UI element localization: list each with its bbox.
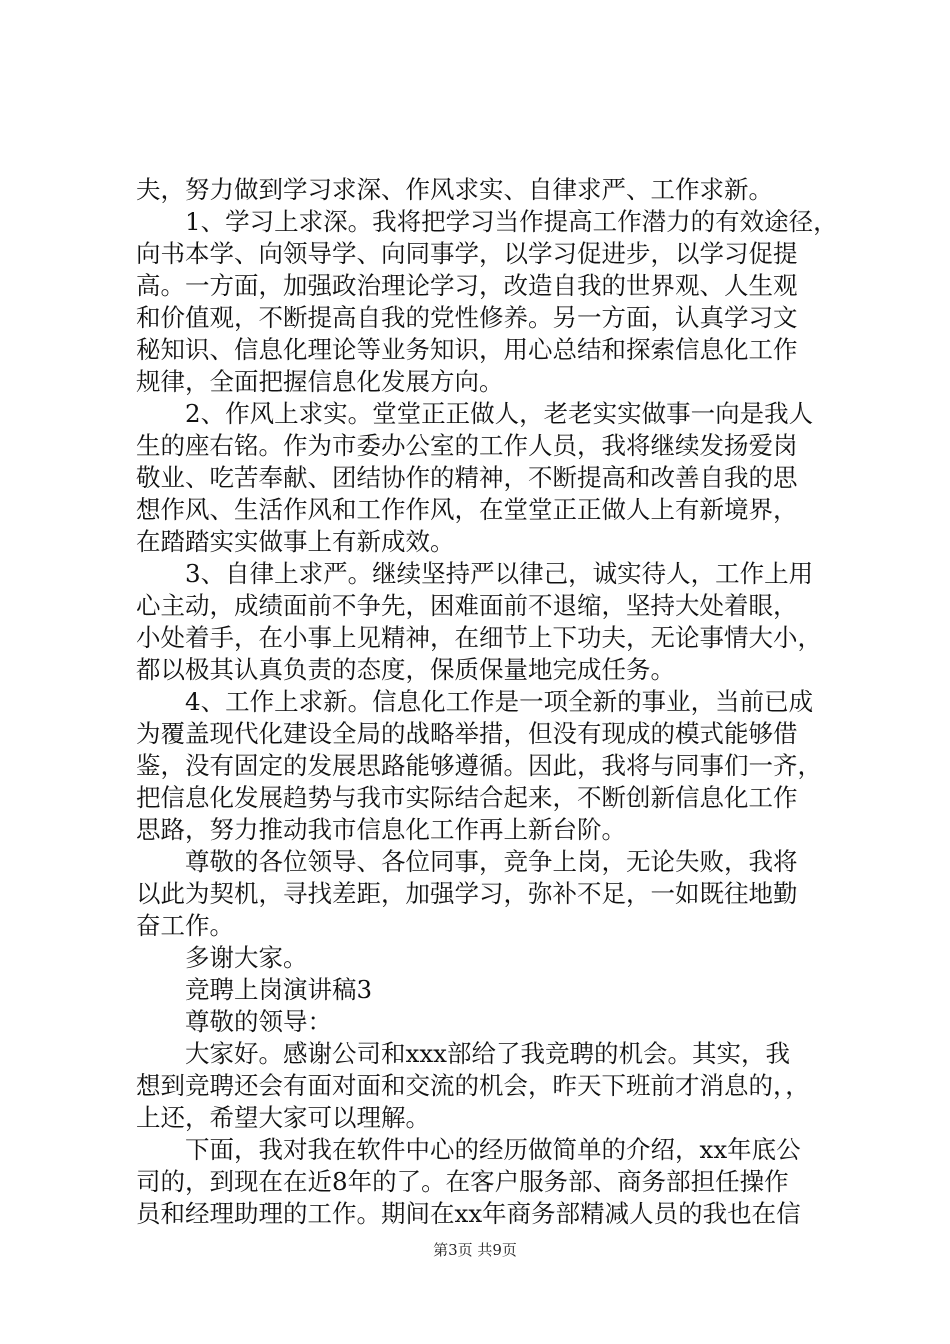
text-line: 鉴，没有固定的发展思路能够遵循。因此，我将与同事们一齐， — [136, 751, 822, 780]
text-line: 多谢大家。 — [136, 943, 308, 972]
text-line: 敬业、吃苦奉献、团结协作的精神，不断提高和改善自我的思 — [136, 463, 798, 492]
text-line: 和价值观，不断提高自我的党性修养。另一方面，认真学习文 — [136, 303, 798, 332]
text-line: 2、作风上求实。堂堂正正做人，老老实实做事一向是我人 — [136, 399, 814, 428]
text-line: 尊敬的各位领导、各位同事，竞争上岗，无论失败，我将 — [136, 847, 798, 876]
text-line: 1、学习上求深。我将把学习当作提高工作潜力的有效途径， — [136, 207, 838, 236]
text-line: 想到竞聘还会有面对面和交流的机会，昨天下班前才消息的，， — [136, 1071, 810, 1100]
page-number-footer: 第3页 共9页 — [433, 1241, 517, 1259]
text-line: 高。一方面，加强政治理论学习，改造自我的世界观、人生观 — [136, 271, 798, 300]
text-line: 都以极其认真负责的态度，保质保量地完成任务。 — [136, 655, 675, 684]
text-line: 思路，努力推动我市信息化工作再上新台阶。 — [136, 815, 626, 844]
text-line: 为覆盖现代化建设全局的战略举措，但没有现成的模式能够借 — [136, 719, 798, 748]
text-line: 司的，到现在在近8年的了。在客户服务部、商务部担任操作 — [136, 1167, 789, 1196]
text-line: 秘知识、信息化理论等业务知识，用心总结和探索信息化工作 — [136, 335, 798, 364]
text-line: 以此为契机，寻找差距，加强学习，弥补不足，一如既往地勤 — [136, 879, 798, 908]
text-line: 想作风、生活作风和工作作风，在堂堂正正做人上有新境界， — [136, 495, 798, 524]
text-line: 向书本学、向领导学、向同事学，以学习促进步，以学习促提 — [136, 239, 798, 268]
text-line: 小处着手，在小事上见精神，在细节上下功夫，无论事情大小， — [136, 623, 822, 652]
text-line: 员和经理助理的工作。期间在xx年商务部精减人员的我也在信 — [136, 1199, 801, 1228]
text-line: 上还，希望大家可以理解。 — [136, 1103, 430, 1132]
text-line: 大家好。感谢公司和xxx部给了我竞聘的机会。其实，我 — [136, 1039, 790, 1068]
text-line: 3、自律上求严。继续坚持严以律己，诚实待人，工作上用 — [136, 559, 814, 588]
text-line: 在踏踏实实做事上有新成效。 — [136, 527, 455, 556]
text-line: 生的座右铭。作为市委办公室的工作人员，我将继续发扬爱岗 — [136, 431, 798, 460]
text-line: 心主动，成绩面前不争先，困难面前不退缩，坚持大处着眼， — [136, 591, 798, 620]
text-line: 把信息化发展趋势与我市实际结合起来，不断创新信息化工作 — [136, 783, 798, 812]
text-line: 夫，努力做到学习求深、作风求实、自律求严、工作求新。 — [136, 175, 773, 204]
text-line: 4、工作上求新。信息化工作是一项全新的事业，当前已成 — [136, 687, 814, 716]
text-line: 下面，我对我在软件中心的经历做简单的介绍，xx年底公 — [136, 1135, 801, 1164]
text-line: 奋工作。 — [136, 911, 234, 940]
text-line: 竞聘上岗演讲稿3 — [136, 975, 373, 1004]
text-line: 尊敬的领导： — [136, 1007, 332, 1036]
text-line: 规律，全面把握信息化发展方向。 — [136, 367, 504, 396]
